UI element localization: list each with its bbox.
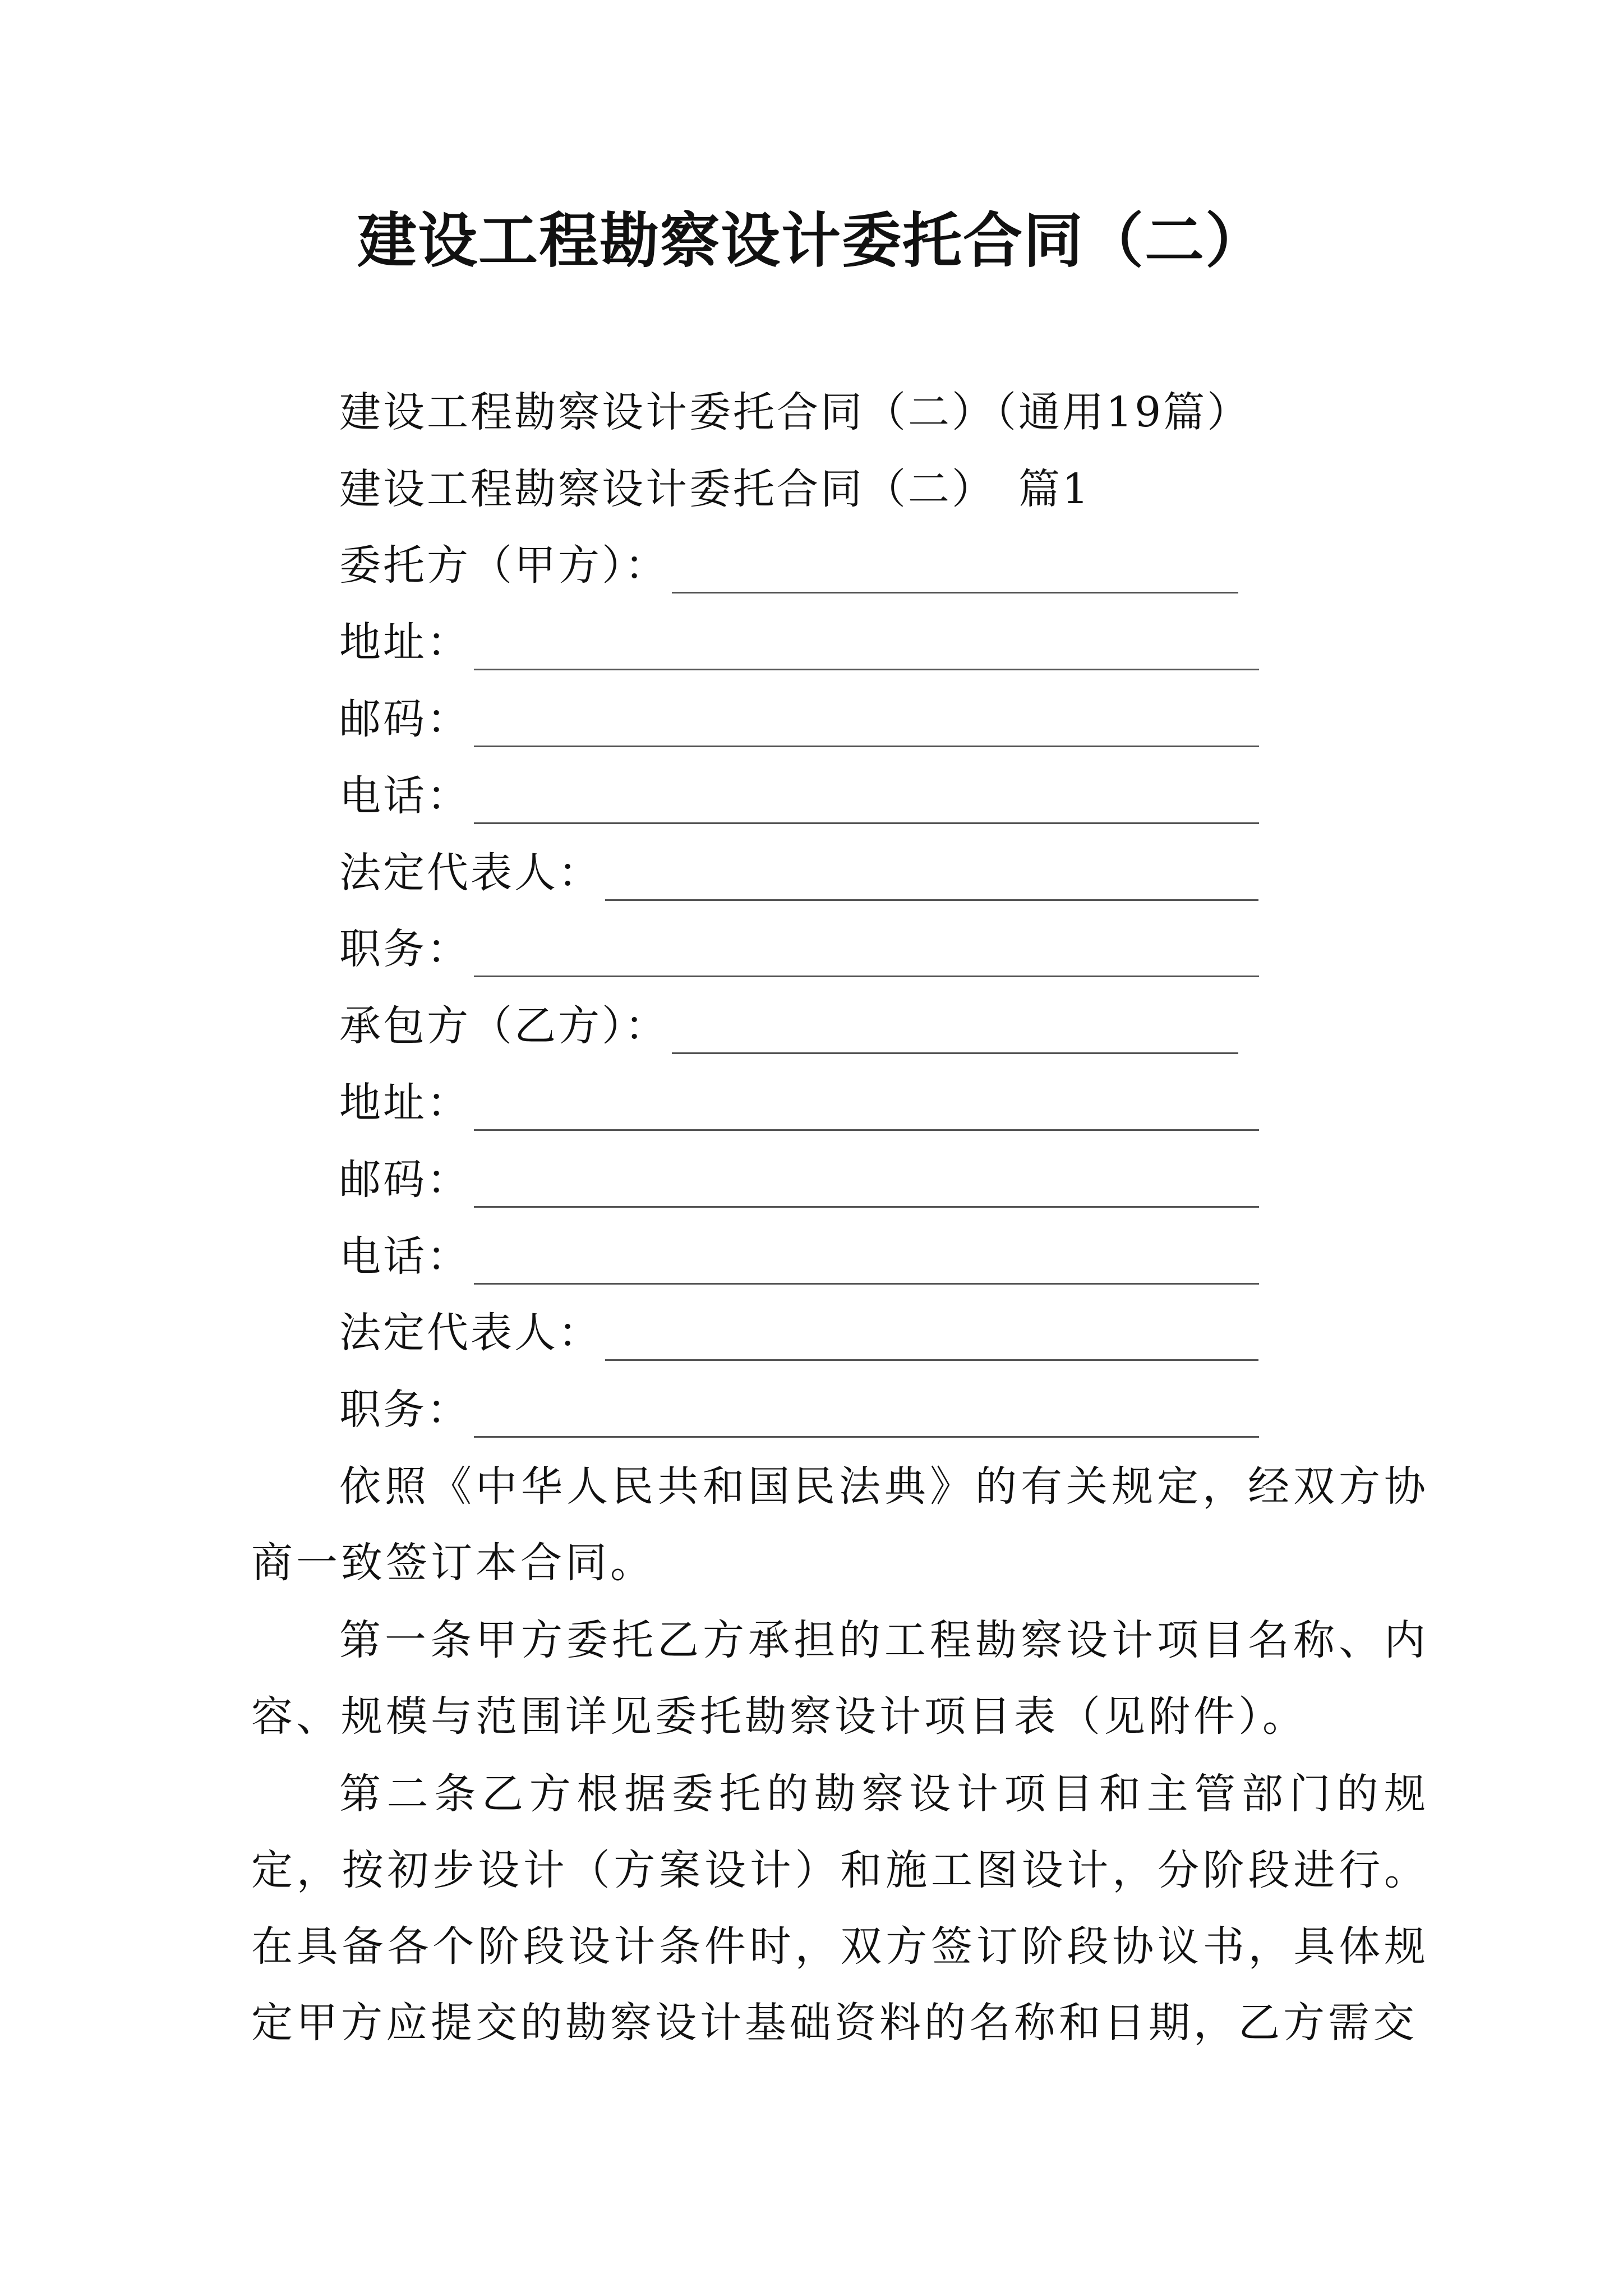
party-b-contractor-row bbox=[339, 998, 1238, 1054]
party-a-client-field[interactable] bbox=[672, 545, 1238, 593]
party-b-postcode-field[interactable] bbox=[474, 1159, 1259, 1208]
party-b-phone-field[interactable] bbox=[474, 1236, 1259, 1285]
party-b-address-row bbox=[339, 1075, 1259, 1131]
party-b-position-field[interactable] bbox=[474, 1389, 1259, 1438]
party-a-position-field[interactable] bbox=[474, 928, 1259, 977]
party-a-position-row bbox=[339, 921, 1259, 977]
party-a-postcode-field[interactable] bbox=[474, 698, 1259, 747]
body-paragraph: 第二条乙方根据委托的勘察设计项目和主管部门的规定，按初步设计（方案设计）和施工图设计，分阶段进行。在具备各个阶段设计条件时，双方签订阶段协议书，具体规定甲方应提交的勘察设计基础资料的名称和日期，乙方需交 bbox=[251, 1770, 1429, 2047]
party-a-client-row bbox=[339, 537, 1238, 593]
party-b-postcode-row bbox=[339, 1152, 1259, 1208]
party-b-address-field[interactable] bbox=[474, 1082, 1259, 1131]
party-a-phone-row bbox=[339, 768, 1259, 824]
party-a-legal-rep-field[interactable] bbox=[605, 852, 1258, 901]
document-title: 建设工程勘察设计委托合同（二） bbox=[357, 206, 1266, 275]
party-b-address-label: 地址： bbox=[339, 1079, 471, 1127]
party-b-contractor-label: 承包方（乙方）： bbox=[339, 1002, 668, 1050]
party-b-legal-rep-row bbox=[339, 1305, 1258, 1361]
party-a-phone-field[interactable] bbox=[474, 775, 1259, 824]
party-b-contractor-field[interactable] bbox=[672, 1005, 1238, 1054]
party-b-phone-label: 电话： bbox=[339, 1232, 471, 1281]
party-a-legal-rep-label: 法定代表人： bbox=[339, 849, 602, 897]
document-subtitle: 建设工程勘察设计委托合同（二）（通用19篇） bbox=[339, 388, 1251, 436]
body-paragraph: 依照《中华人民共和国民法典》的有关规定，经双方协商一致签订本合同。 bbox=[251, 1462, 1429, 1587]
party-b-position-row bbox=[339, 1382, 1259, 1438]
party-b-legal-rep-label: 法定代表人： bbox=[339, 1309, 602, 1357]
party-a-address-label: 地址： bbox=[339, 618, 471, 666]
party-a-postcode-row bbox=[339, 691, 1259, 747]
party-b-phone-row bbox=[339, 1228, 1259, 1285]
party-a-legal-rep-row bbox=[339, 845, 1258, 901]
party-a-position-label: 职务： bbox=[339, 925, 471, 973]
party-a-address-row bbox=[339, 614, 1259, 670]
body-paragraph: 第一条甲方委托乙方承担的工程勘察设计项目名称、内容、规模与范围详见委托勘察设计项目表（见附件）。 bbox=[251, 1616, 1429, 1741]
party-b-position-label: 职务： bbox=[339, 1386, 471, 1434]
party-b-legal-rep-field[interactable] bbox=[605, 1312, 1258, 1361]
party-a-phone-label: 电话： bbox=[339, 772, 471, 820]
section-heading: 建设工程勘察设计委托合同（二） 篇1 bbox=[339, 465, 1091, 513]
party-a-postcode-label: 邮码： bbox=[339, 695, 471, 743]
party-b-postcode-label: 邮码： bbox=[339, 1156, 471, 1204]
party-a-client-label: 委托方（甲方）： bbox=[339, 541, 668, 590]
party-a-address-field[interactable] bbox=[474, 622, 1259, 670]
